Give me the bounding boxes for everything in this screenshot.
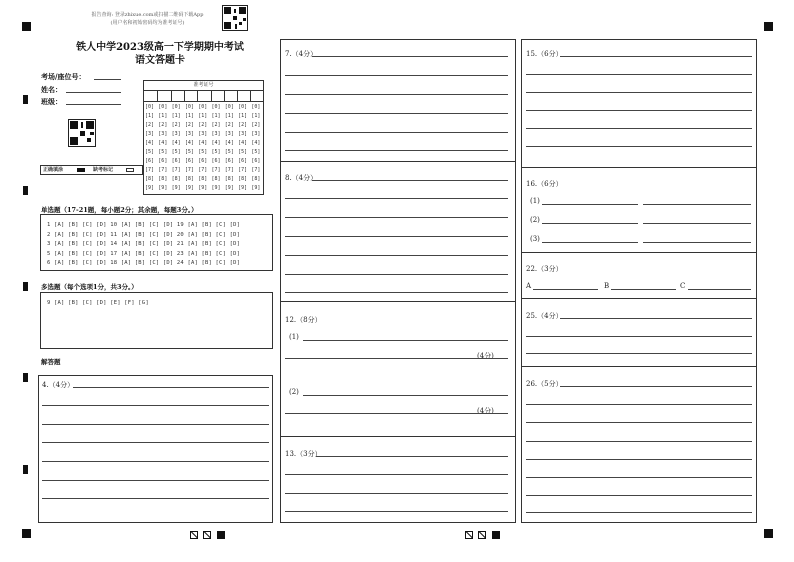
exam-id-bubble[interactable]: [5] [238, 149, 248, 155]
question-12-label: 12.（8分） [285, 316, 322, 324]
question-8-label: 8.（4分） [285, 174, 318, 182]
report-notice-line2: (用户名和初始密码均为准考证号) [110, 20, 185, 26]
answer-line[interactable] [312, 56, 508, 57]
exam-id-bubble[interactable]: [1] [198, 113, 208, 119]
exam-id-bubble[interactable]: [4] [158, 140, 168, 146]
exam-id-bubble[interactable]: [7] [171, 167, 181, 173]
question-12-part2-label: (2) [289, 388, 299, 396]
student-qr-code [68, 119, 96, 147]
exam-id-bubble[interactable]: [3] [184, 131, 194, 137]
exam-id-bubble[interactable]: [7] [251, 167, 261, 173]
page-id-mark [203, 531, 211, 539]
room-seat-field[interactable] [94, 79, 121, 80]
answer-line[interactable] [316, 456, 508, 457]
answer-line[interactable] [285, 113, 508, 114]
corner-mark-bottom-left [22, 529, 31, 538]
answer-line[interactable] [285, 493, 508, 494]
exam-id-column-divider [250, 90, 251, 101]
exam-id-bubble[interactable]: [4] [198, 140, 208, 146]
answer-line[interactable] [526, 477, 752, 478]
exam-id-bubble[interactable]: [6] [224, 158, 234, 164]
name-label: 姓名： [41, 85, 62, 94]
exam-id-bubble[interactable]: [4] [211, 140, 221, 146]
exam-id-bubble[interactable]: [8] [184, 176, 194, 182]
exam-id-bubble[interactable]: [0] [238, 104, 248, 110]
single-choice-row[interactable]: 2 [A] [B] [C] [D] 11 [A] [B] [C] [D] 20 [A] [B] [C] [D] [47, 232, 241, 238]
exam-id-bubble[interactable]: [9] [171, 185, 181, 191]
exam-id-bubble[interactable]: [1] [238, 113, 248, 119]
answer-line[interactable] [285, 75, 508, 76]
timing-mark [23, 465, 28, 474]
exam-id-column-divider [237, 90, 238, 101]
exam-id-bubble[interactable]: [8] [171, 176, 181, 182]
answer-line[interactable] [542, 242, 638, 243]
exam-id-column-divider [184, 90, 185, 101]
question-4-box [38, 375, 273, 523]
exam-id-bubble[interactable]: [0] [198, 104, 208, 110]
exam-id-bubble[interactable]: [2] [145, 122, 155, 128]
answer-line[interactable] [285, 236, 508, 237]
exam-id-bubble[interactable]: [1] [251, 113, 261, 119]
question-26-label: 26.（5分） [526, 380, 563, 388]
exam-id-bubble[interactable]: [0] [158, 104, 168, 110]
answer-line[interactable] [526, 422, 752, 423]
multi-choice-title: 多选题（每个选项1分，共3分。） [41, 283, 138, 291]
answer-line[interactable] [526, 128, 752, 129]
question-7-label: 7.（4分） [285, 50, 318, 58]
exam-id-bubble[interactable]: [6] [158, 158, 168, 164]
question-22-option-c: C [680, 282, 686, 290]
exam-id-bubble[interactable]: [0] [145, 104, 155, 110]
school-title: 铁人中学2023级高一下学期期中考试 [76, 42, 244, 53]
answer-line[interactable] [285, 274, 508, 275]
exam-id-bubble[interactable]: [1] [211, 113, 221, 119]
answer-line[interactable] [285, 198, 508, 199]
multi-choice-box [40, 292, 273, 349]
room-seat-label: 考场/座位号： [41, 72, 86, 81]
answer-line[interactable] [42, 405, 269, 406]
absent-mark-box[interactable] [126, 168, 134, 172]
exam-id-bubble[interactable]: [6] [238, 158, 248, 164]
exam-id-bubble[interactable]: [7] [238, 167, 248, 173]
exam-id-bubble[interactable]: [0] [251, 104, 261, 110]
answer-line[interactable] [560, 56, 752, 57]
exam-id-bubble[interactable]: [1] [145, 113, 155, 119]
question-16-part2-label: (2) [530, 216, 540, 224]
exam-id-bubble[interactable]: [8] [145, 176, 155, 182]
exam-id-bubble[interactable]: [7] [158, 167, 168, 173]
question-12-part1-label: (1) [289, 333, 299, 341]
answer-line[interactable] [688, 289, 751, 290]
timing-mark [23, 373, 28, 382]
answer-line[interactable] [526, 110, 752, 111]
answer-line[interactable] [560, 386, 752, 387]
fill-legend [40, 165, 143, 175]
exam-id-bubble[interactable]: [3] [224, 131, 234, 137]
exam-id-bubble[interactable]: [3] [238, 131, 248, 137]
exam-id-bubble[interactable]: [3] [251, 131, 261, 137]
card-title: 语文答题卡 [135, 55, 185, 66]
page-id-mark [478, 531, 486, 539]
answer-line[interactable] [526, 512, 752, 513]
answer-line[interactable] [285, 132, 508, 133]
middle-answer-column [280, 39, 516, 523]
exam-id-bubble[interactable]: [9] [238, 185, 248, 191]
exam-id-bubble[interactable]: [0] [184, 104, 194, 110]
question-12-part1-score: (4分) [477, 352, 494, 360]
exam-id-bubble[interactable]: [9] [184, 185, 194, 191]
corner-mark-top-left [22, 22, 31, 31]
exam-id-bubble[interactable]: [5] [158, 149, 168, 155]
page-id-mark [217, 531, 225, 539]
exam-id-bubble[interactable]: [2] [171, 122, 181, 128]
correct-fill-sample [77, 168, 85, 172]
exam-id-bubble[interactable]: [4] [251, 140, 261, 146]
exam-id-bubble[interactable]: [3] [198, 131, 208, 137]
question-16-part1-label: (1) [530, 197, 540, 205]
exam-id-bubble[interactable]: [8] [158, 176, 168, 182]
exam-id-bubble[interactable]: [8] [238, 176, 248, 182]
exam-id-column-divider [157, 90, 158, 101]
right-answer-column [521, 39, 757, 523]
correct-fill-label: 正确填涂 [43, 167, 64, 173]
answer-line[interactable] [312, 180, 508, 181]
exam-id-bubble[interactable]: [6] [171, 158, 181, 164]
exam-id-bubble[interactable]: [8] [251, 176, 261, 182]
exam-id-bubble[interactable]: [7] [211, 167, 221, 173]
answer-line[interactable] [285, 255, 508, 256]
exam-id-bubble[interactable]: [9] [251, 185, 261, 191]
exam-id-bubble[interactable]: [0] [171, 104, 181, 110]
absent-mark-label: 缺考标记 [93, 167, 114, 173]
exam-id-bubble[interactable]: [3] [145, 131, 155, 137]
answer-line[interactable] [526, 353, 752, 354]
exam-id-grid [143, 80, 264, 195]
report-notice-line1: 报告查询: 登录zhixue.com或扫描二维码下载App [91, 12, 204, 18]
exam-id-bubble[interactable]: [7] [145, 167, 155, 173]
exam-id-bubble[interactable]: [2] [224, 122, 234, 128]
exam-id-bubble[interactable]: [6] [198, 158, 208, 164]
answer-line[interactable] [42, 424, 269, 425]
exam-id-bubble[interactable]: [5] [198, 149, 208, 155]
question-22-option-b: B [604, 282, 610, 290]
exam-id-bubble[interactable]: [5] [211, 149, 221, 155]
answer-line[interactable] [643, 242, 751, 243]
answer-line[interactable] [303, 395, 508, 396]
exam-id-bubble[interactable]: [8] [211, 176, 221, 182]
exam-id-bubble[interactable]: [3] [171, 131, 181, 137]
exam-id-bubble[interactable]: [5] [184, 149, 194, 155]
exam-id-column-divider [224, 90, 225, 101]
answer-line[interactable] [285, 358, 508, 359]
answer-line[interactable] [526, 74, 752, 75]
essay-section-title: 解答题 [41, 358, 61, 366]
exam-id-bubble[interactable]: [0] [211, 104, 221, 110]
answer-line[interactable] [526, 495, 752, 496]
exam-id-bubble[interactable]: [0] [224, 104, 234, 110]
name-field[interactable] [66, 92, 121, 93]
exam-id-bubble[interactable]: [8] [198, 176, 208, 182]
question-16-part3-label: (3) [530, 235, 540, 243]
exam-id-column-divider [197, 90, 198, 101]
class-label: 班级： [41, 97, 62, 106]
exam-id-bubble[interactable]: [1] [158, 113, 168, 119]
exam-id-bubble[interactable]: [9] [211, 185, 221, 191]
exam-id-bubble[interactable]: [9] [224, 185, 234, 191]
single-choice-row[interactable]: 3 [A] [B] [C] [D] 14 [A] [B] [C] [D] 21 [A] [B] [C] [D] [47, 241, 241, 247]
exam-id-bubble[interactable]: [4] [145, 140, 155, 146]
answer-line[interactable] [560, 318, 752, 319]
multi-choice-row[interactable]: 9 [A] [B] [C] [D] [E] [F] [G] [47, 300, 149, 306]
timing-mark [23, 95, 28, 104]
answer-line[interactable] [42, 498, 269, 499]
exam-id-bubble[interactable]: [2] [251, 122, 261, 128]
single-choice-box [40, 214, 273, 271]
answer-line[interactable] [611, 289, 676, 290]
exam-id-bubble[interactable]: [6] [211, 158, 221, 164]
answer-line[interactable] [533, 289, 598, 290]
exam-id-bubble[interactable]: [9] [198, 185, 208, 191]
question-4-label: 4.（4分） [42, 381, 75, 389]
question-22-label: 22.（3分） [526, 265, 563, 273]
download-qr-code [222, 5, 248, 31]
exam-id-bubble[interactable]: [5] [224, 149, 234, 155]
exam-id-bubble[interactable]: [4] [224, 140, 234, 146]
class-field[interactable] [66, 104, 121, 105]
question-16-label: 16.（6分） [526, 180, 563, 188]
exam-id-bubble[interactable]: [6] [145, 158, 155, 164]
exam-id-bubble[interactable]: [7] [184, 167, 194, 173]
exam-id-bubble[interactable]: [2] [184, 122, 194, 128]
exam-id-bubble[interactable]: [2] [238, 122, 248, 128]
answer-line[interactable] [526, 441, 752, 442]
page-id-mark [190, 531, 198, 539]
page-id-mark [492, 531, 500, 539]
exam-id-column-divider [171, 90, 172, 101]
exam-id-bubble[interactable]: [2] [158, 122, 168, 128]
report-notice [80, 11, 215, 27]
answer-line[interactable] [42, 480, 269, 481]
answer-line[interactable] [285, 150, 508, 151]
exam-id-title: 准考证号 [193, 82, 214, 88]
exam-id-bubble[interactable]: [5] [171, 149, 181, 155]
answer-line[interactable] [285, 413, 508, 414]
exam-id-bubble[interactable]: [4] [238, 140, 248, 146]
exam-id-bubble[interactable]: [5] [251, 149, 261, 155]
answer-line[interactable] [643, 204, 751, 205]
question-12-part2-score: (4分) [477, 407, 494, 415]
exam-id-bubble[interactable]: [5] [145, 149, 155, 155]
answer-line[interactable] [526, 146, 752, 147]
exam-id-column-divider [211, 90, 212, 101]
exam-id-bubble[interactable]: [6] [251, 158, 261, 164]
answer-line[interactable] [42, 442, 269, 443]
answer-line[interactable] [643, 223, 751, 224]
question-13-label: 13.（3分） [285, 450, 322, 458]
single-choice-row[interactable]: 1 [A] [B] [C] [D] 10 [A] [B] [C] [D] 19 [A] [B] [C] [D] [47, 222, 241, 228]
exam-id-bubble[interactable]: [1] [184, 113, 194, 119]
exam-id-bubble[interactable]: [4] [171, 140, 181, 146]
question-15-label: 15.（6分） [526, 50, 563, 58]
exam-id-bubble[interactable]: [2] [211, 122, 221, 128]
exam-id-bubble[interactable]: [1] [224, 113, 234, 119]
exam-id-bubble[interactable]: [2] [198, 122, 208, 128]
page-id-mark [465, 531, 473, 539]
question-22-option-a: A [526, 282, 532, 290]
exam-id-bubble[interactable]: [1] [171, 113, 181, 119]
exam-id-bubble[interactable]: [3] [211, 131, 221, 137]
corner-mark-bottom-right [764, 529, 773, 538]
timing-mark [23, 282, 28, 291]
answer-line[interactable] [303, 340, 508, 341]
answer-line[interactable] [285, 292, 508, 293]
answer-line[interactable] [542, 223, 638, 224]
question-25-label: 25.（4分） [526, 312, 563, 320]
answer-line[interactable] [526, 92, 752, 93]
single-choice-title: 单选题（17-21题，每小题2分；其余题，每题3分。） [41, 206, 198, 214]
answer-line[interactable] [42, 461, 269, 462]
answer-line[interactable] [526, 459, 752, 460]
timing-mark [23, 186, 28, 195]
answer-line[interactable] [542, 204, 638, 205]
answer-line[interactable] [285, 94, 508, 95]
answer-line[interactable] [285, 474, 508, 475]
single-choice-row[interactable]: 5 [A] [B] [C] [D] 17 [A] [B] [C] [D] 23 [A] [B] [C] [D] [47, 251, 241, 257]
exam-id-bubble[interactable]: [4] [184, 140, 194, 146]
exam-id-bubble[interactable]: [6] [184, 158, 194, 164]
exam-id-bubble[interactable]: [8] [224, 176, 234, 182]
answer-line[interactable] [285, 511, 508, 512]
exam-id-bubble[interactable]: [7] [224, 167, 234, 173]
answer-line[interactable] [526, 336, 752, 337]
exam-id-bubble[interactable]: [7] [198, 167, 208, 173]
answer-line[interactable] [73, 387, 269, 388]
corner-mark-top-right [764, 22, 773, 31]
answer-line[interactable] [526, 404, 752, 405]
single-choice-row[interactable]: 6 [A] [B] [C] [D] 18 [A] [B] [C] [D] 24 [A] [B] [C] [D] [47, 260, 241, 266]
answer-line[interactable] [285, 217, 508, 218]
exam-id-bubble[interactable]: [9] [145, 185, 155, 191]
exam-id-bubble[interactable]: [3] [158, 131, 168, 137]
exam-id-bubble[interactable]: [9] [158, 185, 168, 191]
